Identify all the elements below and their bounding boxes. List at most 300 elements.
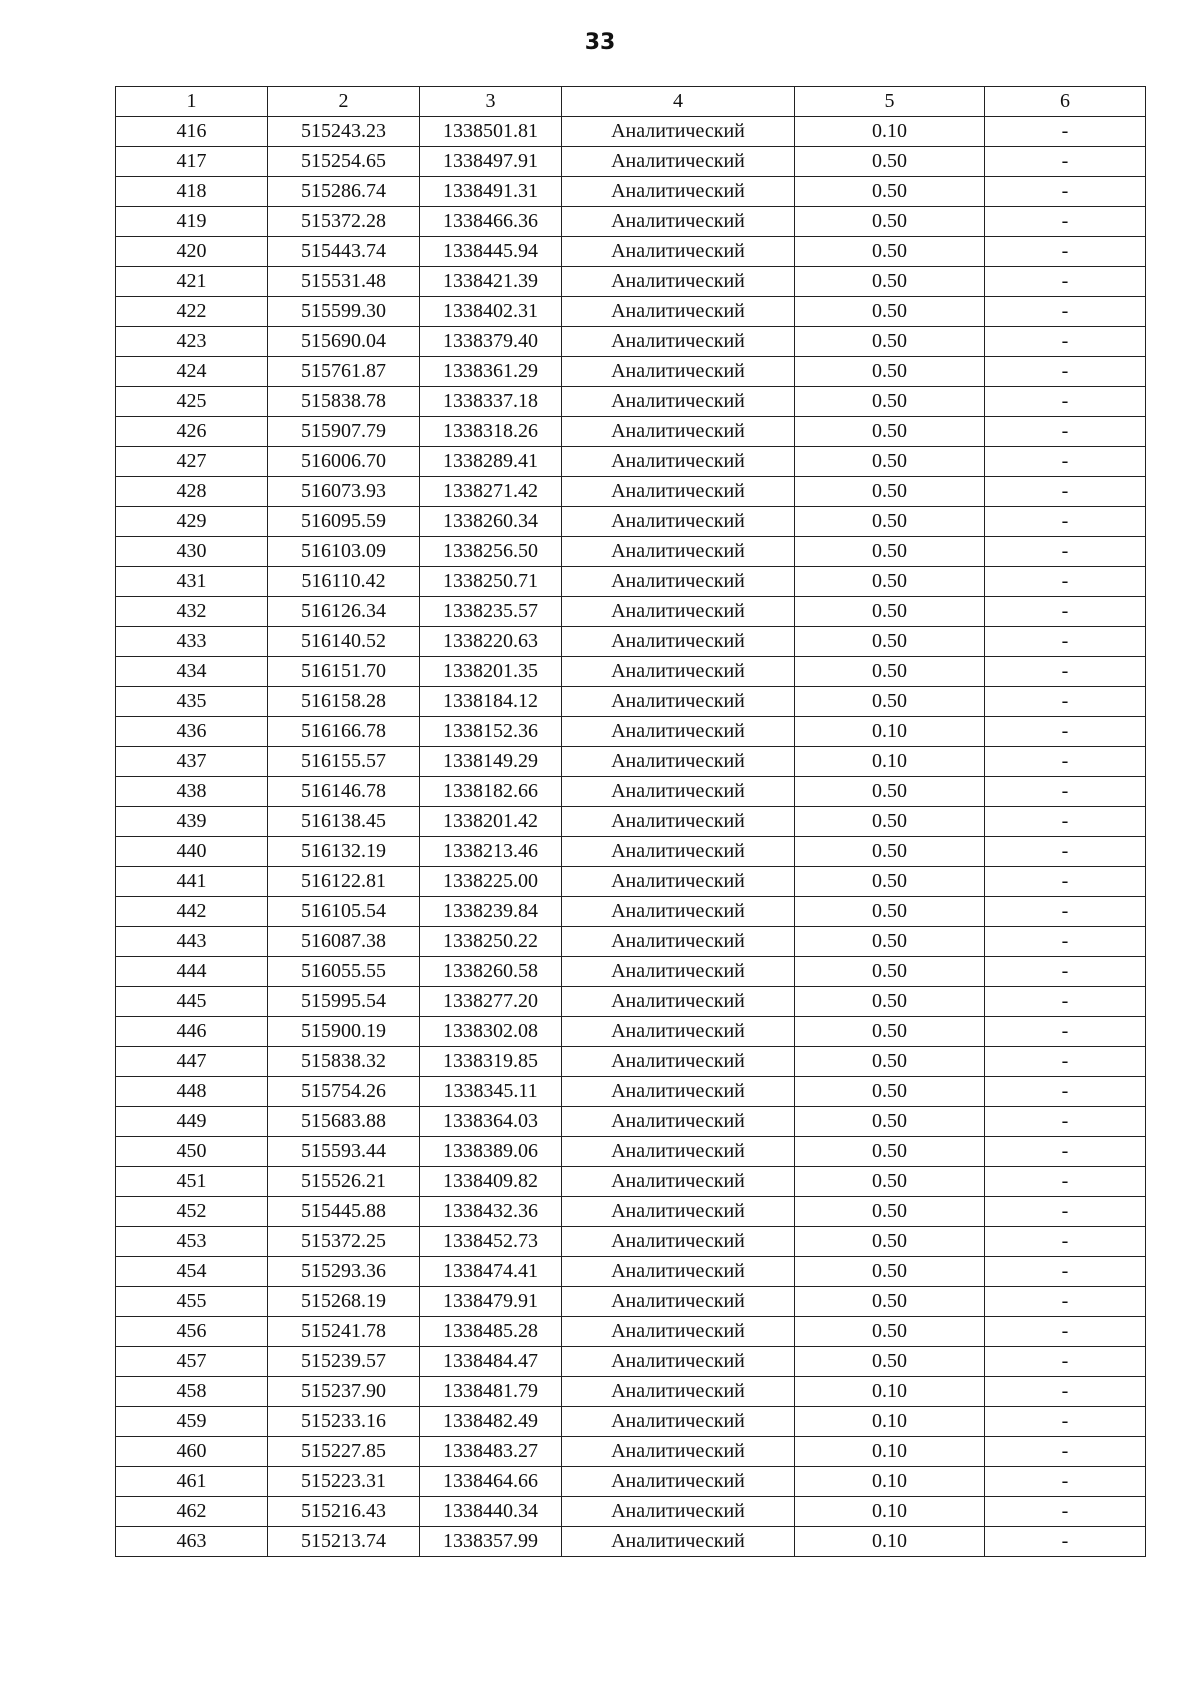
y-coordinate-cell: 1338432.36 xyxy=(420,1197,562,1227)
point-number-cell: 433 xyxy=(116,627,268,657)
remark-cell: - xyxy=(985,357,1146,387)
table-row xyxy=(116,1107,1146,1137)
method-cell: Аналитический xyxy=(562,807,795,837)
accuracy-cell: 0.10 xyxy=(795,1437,985,1467)
column-header-2: 2 xyxy=(268,87,420,117)
remark-cell: - xyxy=(985,207,1146,237)
point-number-cell: 426 xyxy=(116,417,268,447)
y-coordinate-cell: 1338364.03 xyxy=(420,1107,562,1137)
method-cell: Аналитический xyxy=(562,567,795,597)
method-cell: Аналитический xyxy=(562,987,795,1017)
method-cell: Аналитический xyxy=(562,507,795,537)
method-cell: Аналитический xyxy=(562,477,795,507)
point-number-cell: 431 xyxy=(116,567,268,597)
accuracy-cell: 0.10 xyxy=(795,1527,985,1557)
x-coordinate-cell: 515239.57 xyxy=(268,1347,420,1377)
point-number-cell: 445 xyxy=(116,987,268,1017)
point-number-cell: 425 xyxy=(116,387,268,417)
table-row xyxy=(116,1437,1146,1467)
y-coordinate-cell: 1338277.20 xyxy=(420,987,562,1017)
table-row xyxy=(116,1227,1146,1257)
remark-cell: - xyxy=(985,1047,1146,1077)
point-number-cell: 427 xyxy=(116,447,268,477)
point-number-cell: 462 xyxy=(116,1497,268,1527)
y-coordinate-cell: 1338239.84 xyxy=(420,897,562,927)
method-cell: Аналитический xyxy=(562,1377,795,1407)
y-coordinate-cell: 1338485.28 xyxy=(420,1317,562,1347)
y-coordinate-cell: 1338479.91 xyxy=(420,1287,562,1317)
accuracy-cell: 0.50 xyxy=(795,1137,985,1167)
point-number-cell: 428 xyxy=(116,477,268,507)
method-cell: Аналитический xyxy=(562,1407,795,1437)
y-coordinate-cell: 1338345.11 xyxy=(420,1077,562,1107)
accuracy-cell: 0.50 xyxy=(795,537,985,567)
method-cell: Аналитический xyxy=(562,297,795,327)
table-row xyxy=(116,387,1146,417)
table-row xyxy=(116,1317,1146,1347)
x-coordinate-cell: 515268.19 xyxy=(268,1287,420,1317)
accuracy-cell: 0.50 xyxy=(795,1017,985,1047)
accuracy-cell: 0.50 xyxy=(795,417,985,447)
method-cell: Аналитический xyxy=(562,687,795,717)
point-number-cell: 453 xyxy=(116,1227,268,1257)
table-row xyxy=(116,987,1146,1017)
remark-cell: - xyxy=(985,537,1146,567)
point-number-cell: 432 xyxy=(116,597,268,627)
point-number-cell: 419 xyxy=(116,207,268,237)
method-cell: Аналитический xyxy=(562,1107,795,1137)
y-coordinate-cell: 1338182.66 xyxy=(420,777,562,807)
remark-cell: - xyxy=(985,1497,1146,1527)
accuracy-cell: 0.50 xyxy=(795,597,985,627)
accuracy-cell: 0.50 xyxy=(795,327,985,357)
method-cell: Аналитический xyxy=(562,747,795,777)
point-number-cell: 421 xyxy=(116,267,268,297)
accuracy-cell: 0.50 xyxy=(795,657,985,687)
accuracy-cell: 0.50 xyxy=(795,1167,985,1197)
page-number: 33 xyxy=(584,30,616,55)
table-row xyxy=(116,267,1146,297)
point-number-cell: 461 xyxy=(116,1467,268,1497)
table-row xyxy=(116,1527,1146,1557)
x-coordinate-cell: 515233.16 xyxy=(268,1407,420,1437)
accuracy-cell: 0.10 xyxy=(795,117,985,147)
x-coordinate-cell: 515531.48 xyxy=(268,267,420,297)
y-coordinate-cell: 1338260.58 xyxy=(420,957,562,987)
accuracy-cell: 0.50 xyxy=(795,687,985,717)
remark-cell: - xyxy=(985,1167,1146,1197)
accuracy-cell: 0.50 xyxy=(795,387,985,417)
accuracy-cell: 0.50 xyxy=(795,1317,985,1347)
x-coordinate-cell: 516103.09 xyxy=(268,537,420,567)
point-number-cell: 448 xyxy=(116,1077,268,1107)
remark-cell: - xyxy=(985,897,1146,927)
x-coordinate-cell: 515599.30 xyxy=(268,297,420,327)
table-row xyxy=(116,627,1146,657)
method-cell: Аналитический xyxy=(562,1257,795,1287)
point-number-cell: 424 xyxy=(116,357,268,387)
remark-cell: - xyxy=(985,1347,1146,1377)
x-coordinate-cell: 515445.88 xyxy=(268,1197,420,1227)
y-coordinate-cell: 1338482.49 xyxy=(420,1407,562,1437)
x-coordinate-cell: 516073.93 xyxy=(268,477,420,507)
y-coordinate-cell: 1338235.57 xyxy=(420,597,562,627)
table-row xyxy=(116,117,1146,147)
point-number-cell: 459 xyxy=(116,1407,268,1437)
method-cell: Аналитический xyxy=(562,1197,795,1227)
y-coordinate-cell: 1338184.12 xyxy=(420,687,562,717)
table-row xyxy=(116,1287,1146,1317)
x-coordinate-cell: 515754.26 xyxy=(268,1077,420,1107)
remark-cell: - xyxy=(985,627,1146,657)
accuracy-cell: 0.50 xyxy=(795,507,985,537)
point-number-cell: 449 xyxy=(116,1107,268,1137)
point-number-cell: 451 xyxy=(116,1167,268,1197)
accuracy-cell: 0.10 xyxy=(795,717,985,747)
method-cell: Аналитический xyxy=(562,1047,795,1077)
table-row xyxy=(116,1167,1146,1197)
accuracy-cell: 0.50 xyxy=(795,837,985,867)
method-cell: Аналитический xyxy=(562,867,795,897)
method-cell: Аналитический xyxy=(562,207,795,237)
y-coordinate-cell: 1338501.81 xyxy=(420,117,562,147)
table-row xyxy=(116,1017,1146,1047)
table-row xyxy=(116,717,1146,747)
x-coordinate-cell: 515838.78 xyxy=(268,387,420,417)
accuracy-cell: 0.50 xyxy=(795,447,985,477)
remark-cell: - xyxy=(985,1467,1146,1497)
remark-cell: - xyxy=(985,837,1146,867)
x-coordinate-cell: 515254.65 xyxy=(268,147,420,177)
remark-cell: - xyxy=(985,747,1146,777)
x-coordinate-cell: 516158.28 xyxy=(268,687,420,717)
accuracy-cell: 0.10 xyxy=(795,1467,985,1497)
y-coordinate-cell: 1338466.36 xyxy=(420,207,562,237)
x-coordinate-cell: 516087.38 xyxy=(268,927,420,957)
method-cell: Аналитический xyxy=(562,1527,795,1557)
y-coordinate-cell: 1338421.39 xyxy=(420,267,562,297)
method-cell: Аналитический xyxy=(562,1467,795,1497)
point-number-cell: 460 xyxy=(116,1437,268,1467)
method-cell: Аналитический xyxy=(562,657,795,687)
table-row xyxy=(116,777,1146,807)
x-coordinate-cell: 516155.57 xyxy=(268,747,420,777)
x-coordinate-cell: 515443.74 xyxy=(268,237,420,267)
table-row xyxy=(116,147,1146,177)
table-row xyxy=(116,1077,1146,1107)
point-number-cell: 446 xyxy=(116,1017,268,1047)
method-cell: Аналитический xyxy=(562,597,795,627)
x-coordinate-cell: 516055.55 xyxy=(268,957,420,987)
column-header-5: 5 xyxy=(795,87,985,117)
x-coordinate-cell: 516138.45 xyxy=(268,807,420,837)
method-cell: Аналитический xyxy=(562,147,795,177)
remark-cell: - xyxy=(985,477,1146,507)
remark-cell: - xyxy=(985,1137,1146,1167)
x-coordinate-cell: 515593.44 xyxy=(268,1137,420,1167)
y-coordinate-cell: 1338201.35 xyxy=(420,657,562,687)
table-row xyxy=(116,747,1146,777)
remark-cell: - xyxy=(985,447,1146,477)
x-coordinate-cell: 516151.70 xyxy=(268,657,420,687)
method-cell: Аналитический xyxy=(562,1347,795,1377)
point-number-cell: 434 xyxy=(116,657,268,687)
method-cell: Аналитический xyxy=(562,717,795,747)
method-cell: Аналитический xyxy=(562,117,795,147)
method-cell: Аналитический xyxy=(562,417,795,447)
point-number-cell: 458 xyxy=(116,1377,268,1407)
table-row xyxy=(116,297,1146,327)
table-row xyxy=(116,567,1146,597)
table-row xyxy=(116,657,1146,687)
accuracy-cell: 0.50 xyxy=(795,1077,985,1107)
x-coordinate-cell: 515227.85 xyxy=(268,1437,420,1467)
y-coordinate-cell: 1338250.22 xyxy=(420,927,562,957)
method-cell: Аналитический xyxy=(562,177,795,207)
point-number-cell: 420 xyxy=(116,237,268,267)
accuracy-cell: 0.50 xyxy=(795,297,985,327)
y-coordinate-cell: 1338389.06 xyxy=(420,1137,562,1167)
x-coordinate-cell: 515900.19 xyxy=(268,1017,420,1047)
remark-cell: - xyxy=(985,957,1146,987)
point-number-cell: 430 xyxy=(116,537,268,567)
accuracy-cell: 0.50 xyxy=(795,1347,985,1377)
y-coordinate-cell: 1338260.34 xyxy=(420,507,562,537)
x-coordinate-cell: 516105.54 xyxy=(268,897,420,927)
point-number-cell: 439 xyxy=(116,807,268,837)
table-row xyxy=(116,597,1146,627)
point-number-cell: 443 xyxy=(116,927,268,957)
x-coordinate-cell: 515237.90 xyxy=(268,1377,420,1407)
point-number-cell: 436 xyxy=(116,717,268,747)
accuracy-cell: 0.10 xyxy=(795,1377,985,1407)
y-coordinate-cell: 1338445.94 xyxy=(420,237,562,267)
accuracy-cell: 0.10 xyxy=(795,1497,985,1527)
point-number-cell: 457 xyxy=(116,1347,268,1377)
y-coordinate-cell: 1338497.91 xyxy=(420,147,562,177)
table-row xyxy=(116,1137,1146,1167)
point-number-cell: 423 xyxy=(116,327,268,357)
point-number-cell: 440 xyxy=(116,837,268,867)
method-cell: Аналитический xyxy=(562,1167,795,1197)
x-coordinate-cell: 516132.19 xyxy=(268,837,420,867)
y-coordinate-cell: 1338318.26 xyxy=(420,417,562,447)
x-coordinate-cell: 516126.34 xyxy=(268,597,420,627)
accuracy-cell: 0.50 xyxy=(795,1257,985,1287)
y-coordinate-cell: 1338149.29 xyxy=(420,747,562,777)
table-row xyxy=(116,807,1146,837)
x-coordinate-cell: 516095.59 xyxy=(268,507,420,537)
table-row xyxy=(116,417,1146,447)
point-number-cell: 435 xyxy=(116,687,268,717)
method-cell: Аналитический xyxy=(562,447,795,477)
accuracy-cell: 0.50 xyxy=(795,357,985,387)
y-coordinate-cell: 1338474.41 xyxy=(420,1257,562,1287)
remark-cell: - xyxy=(985,387,1146,417)
y-coordinate-cell: 1338440.34 xyxy=(420,1497,562,1527)
point-number-cell: 454 xyxy=(116,1257,268,1287)
table-row xyxy=(116,477,1146,507)
method-cell: Аналитический xyxy=(562,927,795,957)
remark-cell: - xyxy=(985,657,1146,687)
point-number-cell: 463 xyxy=(116,1527,268,1557)
table-row xyxy=(116,867,1146,897)
method-cell: Аналитический xyxy=(562,777,795,807)
table-header xyxy=(116,87,1146,117)
remark-cell: - xyxy=(985,177,1146,207)
method-cell: Аналитический xyxy=(562,1137,795,1167)
remark-cell: - xyxy=(985,1287,1146,1317)
table-row xyxy=(116,447,1146,477)
remark-cell: - xyxy=(985,567,1146,597)
point-number-cell: 455 xyxy=(116,1287,268,1317)
method-cell: Аналитический xyxy=(562,237,795,267)
x-coordinate-cell: 515838.32 xyxy=(268,1047,420,1077)
y-coordinate-cell: 1338379.40 xyxy=(420,327,562,357)
y-coordinate-cell: 1338256.50 xyxy=(420,537,562,567)
x-coordinate-cell: 515286.74 xyxy=(268,177,420,207)
remark-cell: - xyxy=(985,507,1146,537)
accuracy-cell: 0.10 xyxy=(795,747,985,777)
point-number-cell: 456 xyxy=(116,1317,268,1347)
table-row xyxy=(116,897,1146,927)
x-coordinate-cell: 516122.81 xyxy=(268,867,420,897)
header-row xyxy=(116,87,1146,117)
method-cell: Аналитический xyxy=(562,957,795,987)
remark-cell: - xyxy=(985,267,1146,297)
y-coordinate-cell: 1338357.99 xyxy=(420,1527,562,1557)
table-row xyxy=(116,1047,1146,1077)
x-coordinate-cell: 516006.70 xyxy=(268,447,420,477)
remark-cell: - xyxy=(985,1527,1146,1557)
point-number-cell: 442 xyxy=(116,897,268,927)
method-cell: Аналитический xyxy=(562,1497,795,1527)
y-coordinate-cell: 1338152.36 xyxy=(420,717,562,747)
point-number-cell: 441 xyxy=(116,867,268,897)
method-cell: Аналитический xyxy=(562,837,795,867)
y-coordinate-cell: 1338484.47 xyxy=(420,1347,562,1377)
x-coordinate-cell: 515907.79 xyxy=(268,417,420,447)
method-cell: Аналитический xyxy=(562,267,795,297)
x-coordinate-cell: 515213.74 xyxy=(268,1527,420,1557)
table-row xyxy=(116,927,1146,957)
method-cell: Аналитический xyxy=(562,897,795,927)
table-row xyxy=(116,327,1146,357)
accuracy-cell: 0.50 xyxy=(795,987,985,1017)
remark-cell: - xyxy=(985,717,1146,747)
x-coordinate-cell: 515241.78 xyxy=(268,1317,420,1347)
method-cell: Аналитический xyxy=(562,357,795,387)
point-number-cell: 429 xyxy=(116,507,268,537)
remark-cell: - xyxy=(985,1077,1146,1107)
remark-cell: - xyxy=(985,237,1146,267)
accuracy-cell: 0.50 xyxy=(795,267,985,297)
remark-cell: - xyxy=(985,597,1146,627)
accuracy-cell: 0.50 xyxy=(795,567,985,597)
accuracy-cell: 0.50 xyxy=(795,867,985,897)
remark-cell: - xyxy=(985,927,1146,957)
remark-cell: - xyxy=(985,1317,1146,1347)
table-row xyxy=(116,177,1146,207)
remark-cell: - xyxy=(985,147,1146,177)
accuracy-cell: 0.50 xyxy=(795,1107,985,1137)
x-coordinate-cell: 515293.36 xyxy=(268,1257,420,1287)
accuracy-cell: 0.50 xyxy=(795,1197,985,1227)
remark-cell: - xyxy=(985,1377,1146,1407)
remark-cell: - xyxy=(985,867,1146,897)
remark-cell: - xyxy=(985,807,1146,837)
table-row xyxy=(116,207,1146,237)
table-row xyxy=(116,1407,1146,1437)
remark-cell: - xyxy=(985,417,1146,447)
method-cell: Аналитический xyxy=(562,1077,795,1107)
x-coordinate-cell: 515690.04 xyxy=(268,327,420,357)
table-row xyxy=(116,507,1146,537)
remark-cell: - xyxy=(985,1227,1146,1257)
y-coordinate-cell: 1338464.66 xyxy=(420,1467,562,1497)
y-coordinate-cell: 1338289.41 xyxy=(420,447,562,477)
coordinates-table xyxy=(115,86,1146,1557)
remark-cell: - xyxy=(985,1017,1146,1047)
y-coordinate-cell: 1338213.46 xyxy=(420,837,562,867)
x-coordinate-cell: 515243.23 xyxy=(268,117,420,147)
accuracy-cell: 0.50 xyxy=(795,927,985,957)
remark-cell: - xyxy=(985,117,1146,147)
table-row xyxy=(116,837,1146,867)
point-number-cell: 450 xyxy=(116,1137,268,1167)
remark-cell: - xyxy=(985,327,1146,357)
x-coordinate-cell: 515223.31 xyxy=(268,1467,420,1497)
remark-cell: - xyxy=(985,687,1146,717)
accuracy-cell: 0.50 xyxy=(795,207,985,237)
y-coordinate-cell: 1338201.42 xyxy=(420,807,562,837)
x-coordinate-cell: 515372.28 xyxy=(268,207,420,237)
y-coordinate-cell: 1338319.85 xyxy=(420,1047,562,1077)
point-number-cell: 416 xyxy=(116,117,268,147)
x-coordinate-cell: 515683.88 xyxy=(268,1107,420,1137)
y-coordinate-cell: 1338491.31 xyxy=(420,177,562,207)
x-coordinate-cell: 515372.25 xyxy=(268,1227,420,1257)
method-cell: Аналитический xyxy=(562,1287,795,1317)
method-cell: Аналитический xyxy=(562,1317,795,1347)
x-coordinate-cell: 515761.87 xyxy=(268,357,420,387)
y-coordinate-cell: 1338483.27 xyxy=(420,1437,562,1467)
remark-cell: - xyxy=(985,1107,1146,1137)
accuracy-cell: 0.50 xyxy=(795,1287,985,1317)
accuracy-cell: 0.50 xyxy=(795,777,985,807)
y-coordinate-cell: 1338409.82 xyxy=(420,1167,562,1197)
method-cell: Аналитический xyxy=(562,1227,795,1257)
remark-cell: - xyxy=(985,1437,1146,1467)
x-coordinate-cell: 515216.43 xyxy=(268,1497,420,1527)
column-header-4: 4 xyxy=(562,87,795,117)
accuracy-cell: 0.50 xyxy=(795,237,985,267)
remark-cell: - xyxy=(985,1257,1146,1287)
method-cell: Аналитический xyxy=(562,627,795,657)
column-header-6: 6 xyxy=(985,87,1146,117)
remark-cell: - xyxy=(985,1407,1146,1437)
table-row xyxy=(116,1497,1146,1527)
remark-cell: - xyxy=(985,1197,1146,1227)
accuracy-cell: 0.50 xyxy=(795,957,985,987)
point-number-cell: 444 xyxy=(116,957,268,987)
method-cell: Аналитический xyxy=(562,537,795,567)
table-row xyxy=(116,237,1146,267)
accuracy-cell: 0.10 xyxy=(795,1407,985,1437)
y-coordinate-cell: 1338402.31 xyxy=(420,297,562,327)
x-coordinate-cell: 516146.78 xyxy=(268,777,420,807)
column-header-1: 1 xyxy=(116,87,268,117)
